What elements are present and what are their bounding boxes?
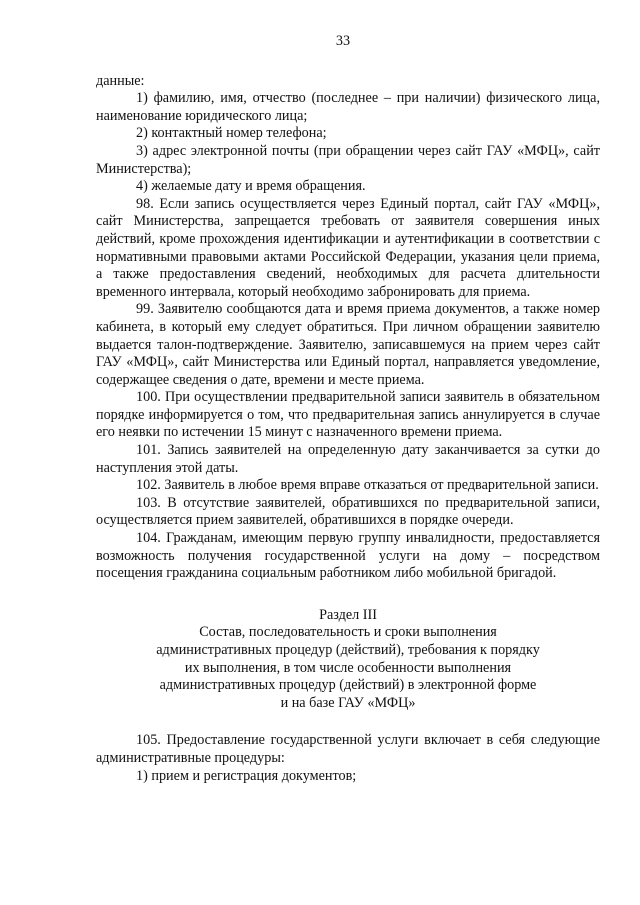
paragraph-100: 100. При осуществлении предварительной записи заявитель в обязательном порядке информируется о том, что предварительная запись аннулируется в случае его неявки по истечении 15 минут с назначенного времени приема.: [96, 389, 600, 441]
paragraph-103: 103. В отсутствие заявителей, обратившихся по предварительной записи, осуществляется прием заявителей, обратившихся в порядке очереди.: [96, 494, 600, 529]
text-block-top: [96, 73, 600, 583]
paragraph-98: 98. Если запись осуществляется через Единый портал, сайт ГАУ «МФЦ», сайт Министерства, запрещается требовать от заявителя совершения иных действий, кроме прохождения идентификации и аутентификации в соответствии с нормативными правовыми актами Российской Федерации, указания цели приема, а также предоставления сведений, необходимых для расчета длительности временного интервала, который необходимо забронировать для приема.: [96, 195, 600, 300]
list-item-phone: 2) контактный номер телефона;: [136, 125, 327, 142]
list-item-email: 3) адрес электронной почты (при обращении через сайт ГАУ «МФЦ», сайт Министерства);: [96, 142, 600, 177]
section-title-line: и на базе ГАУ «МФЦ»: [280, 694, 416, 711]
paragraph-102: 102. Заявитель в любое время вправе отказаться от предварительной записи.: [136, 477, 599, 494]
section-title-line: административных процедур (действий) в электронной форме: [159, 677, 537, 694]
list-item-fio: 1) фамилию, имя, отчество (последнее – при наличии) физического лица, наименование юридического лица;: [96, 90, 600, 124]
paragraph-101: 101. Запись заявителей на определенную дату заканчивается за сутки до наступления этой даты.: [96, 442, 600, 476]
section-heading: [96, 607, 600, 713]
paragraph-99: 99. Заявителю сообщаются дата и время приема документов, а также номер кабинета, в который ему следует обратиться. При личном обращении заявителю выдается талон-подтверждение. Заявителю, записавшемуся на прием через сайт ГАУ «МФЦ», сайт Министерства или Единый портал, направляется уведомление, содержащее сведения о дате, времени и месте приема.: [96, 301, 600, 388]
section-title-line: их выполнения, в том числе особенности выполнения: [184, 659, 512, 676]
paragraph-105: 105. Предоставление государственной услуги включает в себя следующие административные процедуры:: [96, 732, 600, 766]
list-item-date-time: 4) желаемые дату и время обращения.: [136, 178, 366, 195]
page-number: 33: [335, 33, 351, 49]
section-title-line: административных процедур (действий), требования к порядку: [156, 642, 540, 658]
paragraph-continuation: данные:: [96, 72, 145, 89]
section-label: Раздел III: [319, 606, 377, 623]
paragraph-104: 104. Гражданам, имеющим первую группу инвалидности, предоставляется возможность получения государственной услуги на дому – посредством посещения гражданина социальным работником либо мобильной бригадой.: [96, 530, 600, 582]
list-item-reception: 1) прием и регистрация документов;: [136, 767, 357, 784]
section-title-line: Состав, последовательность и сроки выполнения: [199, 624, 497, 641]
text-block-bottom: [96, 732, 600, 785]
